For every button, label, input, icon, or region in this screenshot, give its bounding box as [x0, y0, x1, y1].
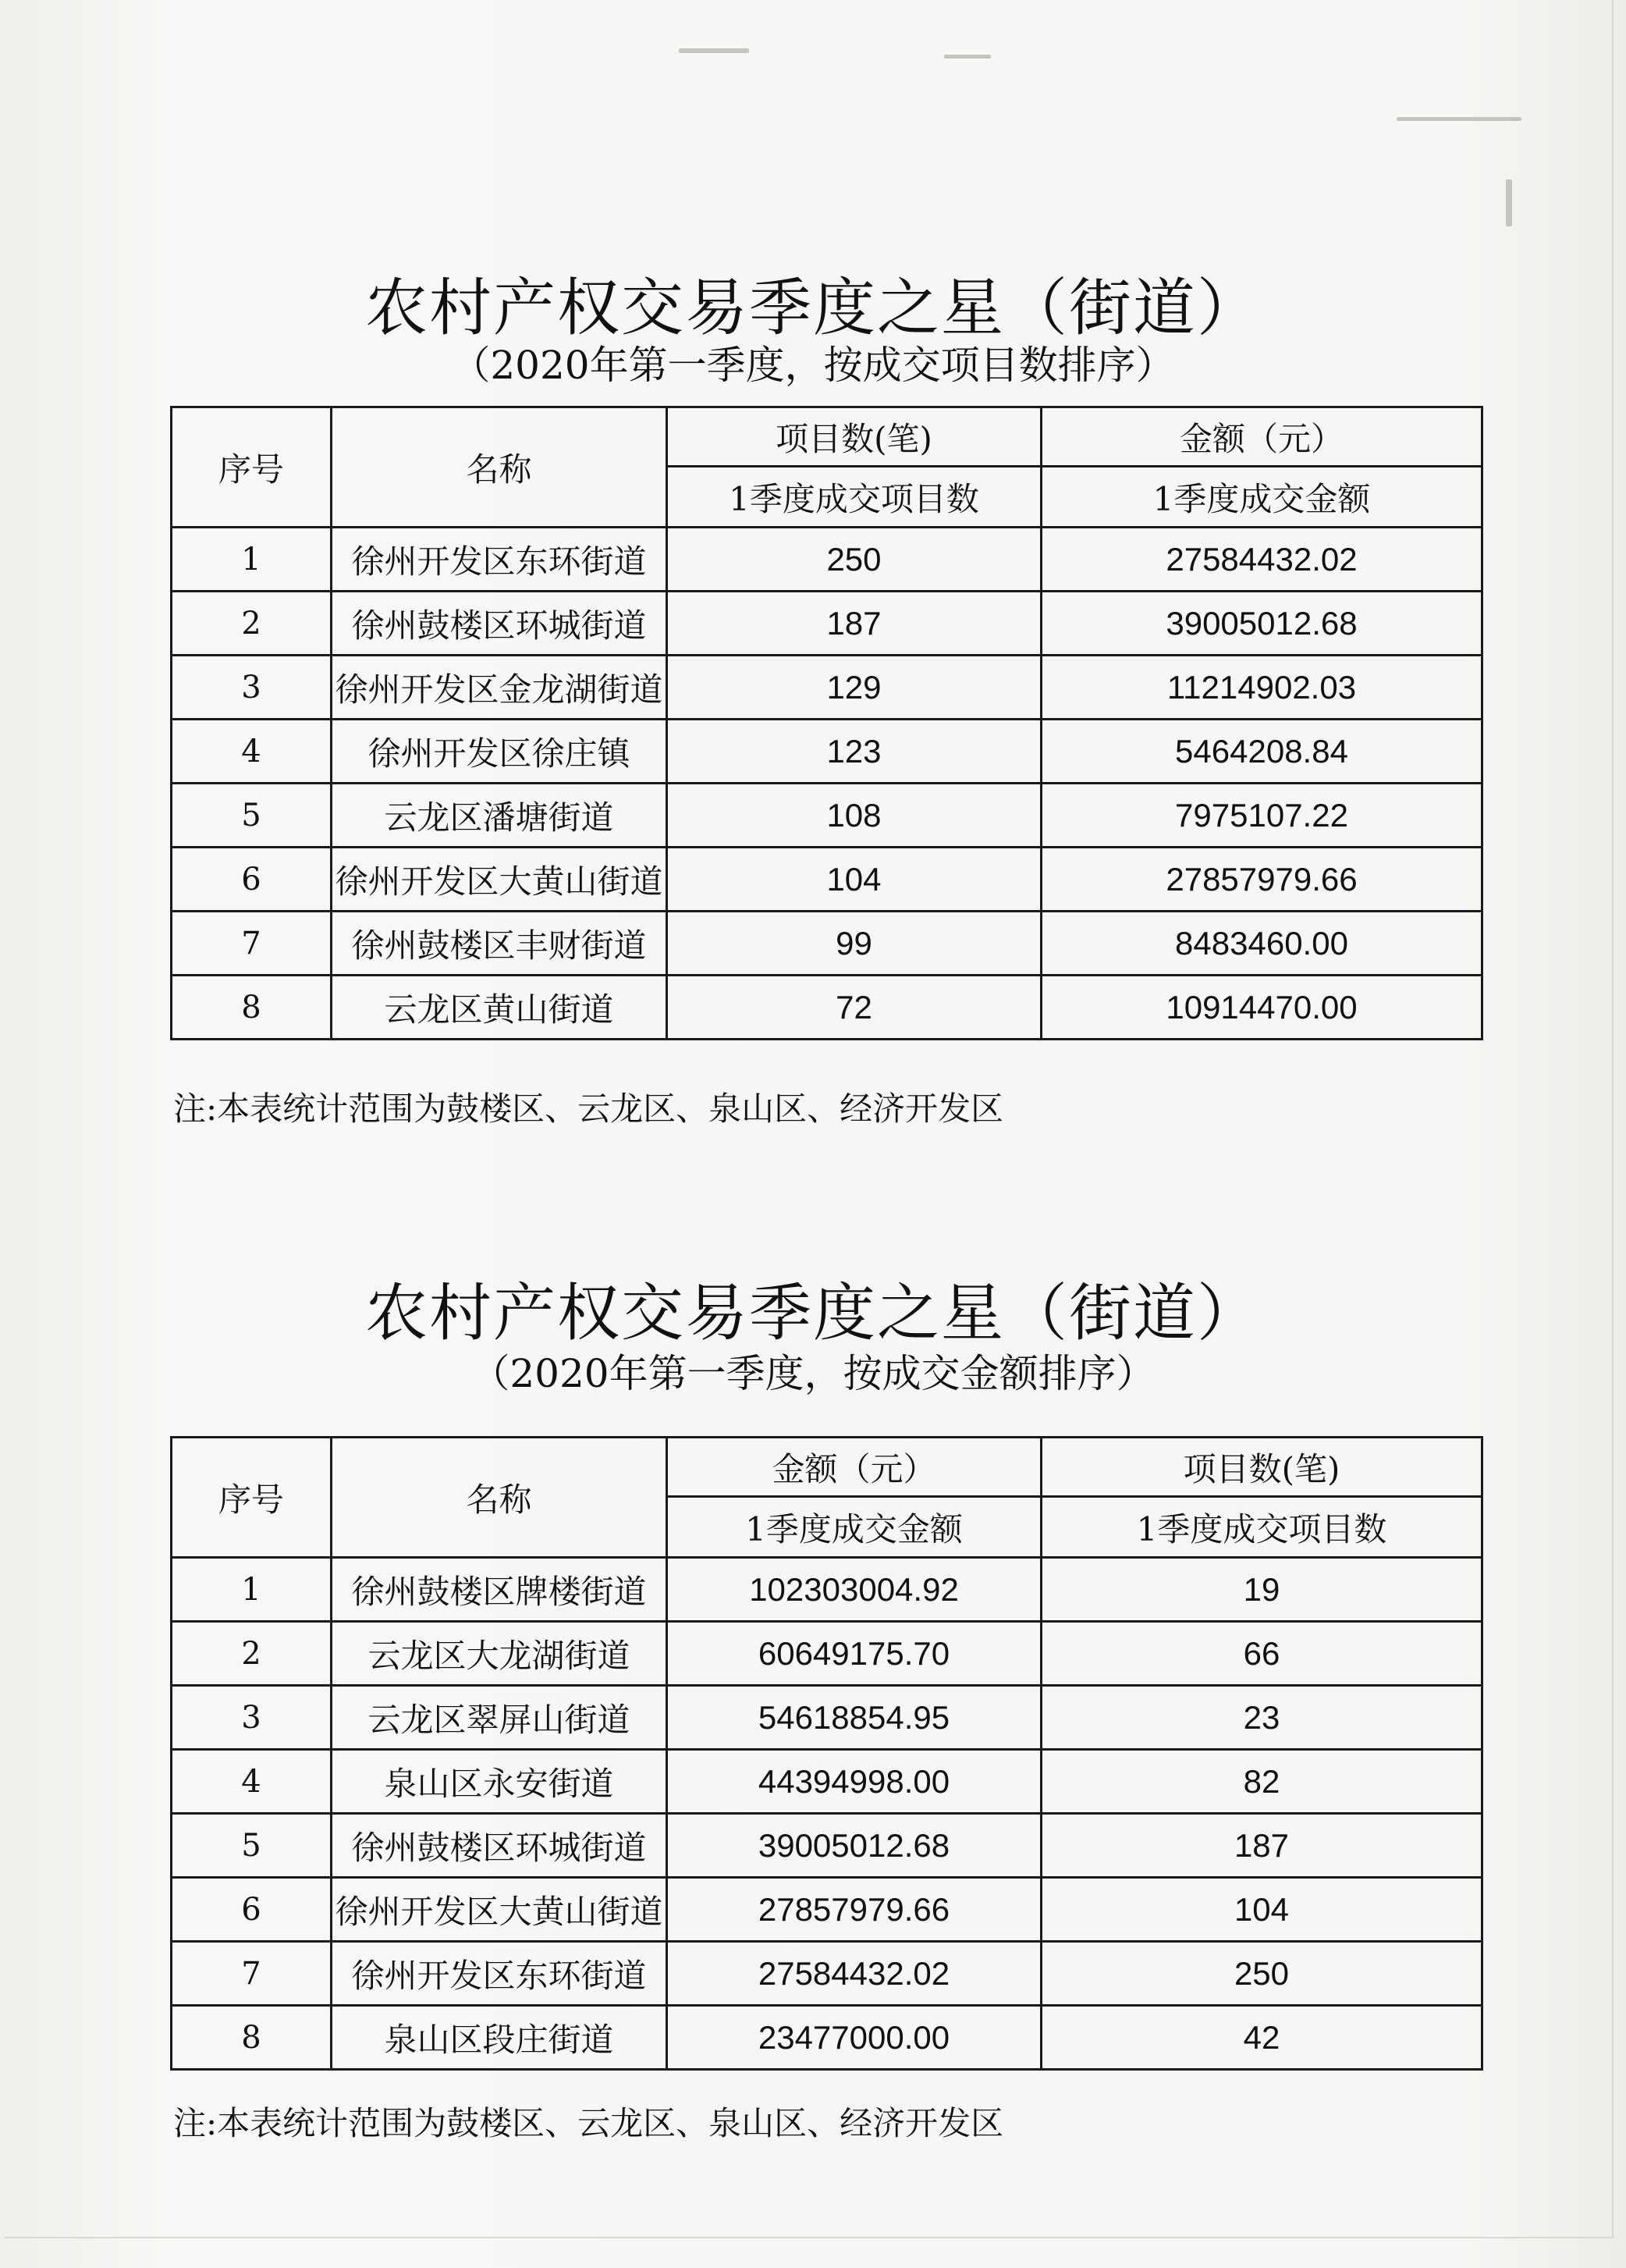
table-row: [172, 848, 1482, 912]
row-name: 徐州开发区东环街道: [332, 528, 667, 592]
table-subtitle: （2020年第一季度，按成交项目数排序）: [451, 343, 1175, 388]
row-count: 250: [1042, 1942, 1482, 2006]
header-count-group: 项目数(笔): [667, 407, 1042, 467]
table-row: [172, 656, 1482, 720]
header-row: [172, 1438, 1482, 1497]
row-count: 187: [667, 592, 1042, 656]
row-amount: 27584432.02: [1042, 528, 1482, 592]
scan-mark: [944, 55, 991, 59]
row-amount: 11214902.03: [1042, 656, 1482, 720]
row-name: 徐州鼓楼区环城街道: [332, 1814, 667, 1878]
row-count: 104: [667, 848, 1042, 912]
row-count: 19: [1042, 1558, 1482, 1622]
table-row: [172, 1878, 1482, 1942]
row-amount: 44394998.00: [667, 1750, 1042, 1814]
row-name: 徐州开发区大黄山街道: [332, 1878, 667, 1942]
table-subtitle: （2020年第一季度，按成交金额排序）: [470, 1351, 1156, 1396]
table-row: [172, 592, 1482, 656]
row-amount: 8483460.00: [1042, 912, 1482, 976]
row-name: 徐州开发区金龙湖街道: [332, 656, 667, 720]
row-count: 72: [667, 976, 1042, 1040]
header-name: 名称: [332, 407, 667, 528]
row-name: 徐州开发区大黄山街道: [332, 848, 667, 912]
header-amount-sub: 1季度成交金额: [1042, 467, 1482, 528]
header-name: 名称: [332, 1438, 667, 1558]
row-name: 泉山区段庄街道: [332, 2006, 667, 2070]
row-index: 5: [172, 784, 332, 848]
table-row: [172, 976, 1482, 1040]
row-amount: 60649175.70: [667, 1622, 1042, 1686]
row-name: 徐州鼓楼区环城街道: [332, 592, 667, 656]
row-index: 6: [172, 1878, 332, 1942]
row-amount: 27857979.66: [1042, 848, 1482, 912]
row-amount: 10914470.00: [1042, 976, 1482, 1040]
row-index: 7: [172, 1942, 332, 2006]
row-count: 66: [1042, 1622, 1482, 1686]
row-name: 云龙区翠屏山街道: [332, 1686, 667, 1750]
row-count: 104: [1042, 1878, 1482, 1942]
row-index: 5: [172, 1814, 332, 1878]
scan-mark: [1506, 180, 1512, 226]
table-row: [172, 1558, 1482, 1622]
table-footnote: 注:本表统计范围为鼓楼区、云龙区、泉山区、经济开发区: [173, 1090, 1004, 1128]
table-footnote: 注:本表统计范围为鼓楼区、云龙区、泉山区、经济开发区: [173, 2104, 1004, 2142]
header-index: 序号: [172, 407, 332, 528]
row-count: 108: [667, 784, 1042, 848]
row-index: 8: [172, 2006, 332, 2070]
table-row: [172, 912, 1482, 976]
row-amount: 5464208.84: [1042, 720, 1482, 784]
row-name: 徐州鼓楼区牌楼街道: [332, 1558, 667, 1622]
header-amount-group: 金额（元）: [667, 1438, 1042, 1497]
header-count-sub: 1季度成交项目数: [667, 467, 1042, 528]
table-row: [172, 528, 1482, 592]
row-count: 250: [667, 528, 1042, 592]
row-amount: 39005012.68: [1042, 592, 1482, 656]
row-count: 123: [667, 720, 1042, 784]
ranking-table: [170, 406, 1483, 1040]
row-name: 云龙区潘塘街道: [332, 784, 667, 848]
table-title: 农村产权交易季度之星（街道）: [365, 1277, 1261, 1349]
table-row: [172, 784, 1482, 848]
table-row: [172, 1750, 1482, 1814]
row-amount: 54618854.95: [667, 1686, 1042, 1750]
header-count-sub: 1季度成交项目数: [1042, 1497, 1482, 1558]
row-name: 徐州开发区东环街道: [332, 1942, 667, 2006]
row-index: 8: [172, 976, 332, 1040]
row-index: 3: [172, 1686, 332, 1750]
row-name: 徐州开发区徐庄镇: [332, 720, 667, 784]
row-name: 云龙区黄山街道: [332, 976, 667, 1040]
row-count: 187: [1042, 1814, 1482, 1878]
row-name: 徐州鼓楼区丰财街道: [332, 912, 667, 976]
row-name: 泉山区永安街道: [332, 1750, 667, 1814]
row-count: 23: [1042, 1686, 1482, 1750]
row-index: 7: [172, 912, 332, 976]
row-amount: 27857979.66: [667, 1878, 1042, 1942]
row-count: 82: [1042, 1750, 1482, 1814]
row-index: 4: [172, 720, 332, 784]
header-index: 序号: [172, 1438, 332, 1558]
row-amount: 23477000.00: [667, 2006, 1042, 2070]
table-row: [172, 2006, 1482, 2070]
ranking-table: [170, 1436, 1483, 2071]
header-amount-group: 金额（元）: [1042, 407, 1482, 467]
row-index: 3: [172, 656, 332, 720]
row-index: 4: [172, 1750, 332, 1814]
scan-mark: [1397, 117, 1521, 121]
row-count: 129: [667, 656, 1042, 720]
row-index: 1: [172, 528, 332, 592]
row-amount: 27584432.02: [667, 1942, 1042, 2006]
row-index: 2: [172, 1622, 332, 1686]
table-row: [172, 1622, 1482, 1686]
row-index: 2: [172, 592, 332, 656]
row-index: 6: [172, 848, 332, 912]
header-row: [172, 407, 1482, 467]
scan-mark: [679, 48, 749, 53]
header-amount-sub: 1季度成交金额: [667, 1497, 1042, 1558]
table-row: [172, 1814, 1482, 1878]
row-count: 99: [667, 912, 1042, 976]
table-row: [172, 1686, 1482, 1750]
row-count: 42: [1042, 2006, 1482, 2070]
row-amount: 7975107.22: [1042, 784, 1482, 848]
table-row: [172, 720, 1482, 784]
table-title: 农村产权交易季度之星（街道）: [365, 272, 1261, 344]
table-row: [172, 1942, 1482, 2006]
row-index: 1: [172, 1558, 332, 1622]
row-amount: 102303004.92: [667, 1558, 1042, 1622]
row-name: 云龙区大龙湖街道: [332, 1622, 667, 1686]
row-amount: 39005012.68: [667, 1814, 1042, 1878]
header-count-group: 项目数(笔): [1042, 1438, 1482, 1497]
